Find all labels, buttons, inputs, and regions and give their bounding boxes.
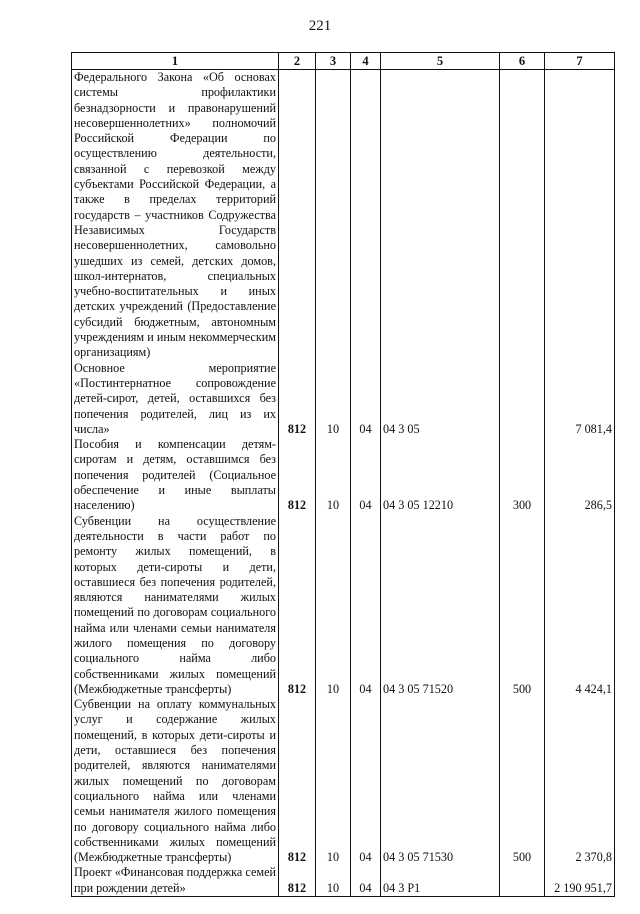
row-expense-type bbox=[500, 70, 545, 361]
row-subsection: 04 bbox=[351, 697, 381, 865]
row-ministry-code: 812 bbox=[279, 437, 316, 513]
row-target-article: 04 3 05 bbox=[381, 361, 500, 437]
col-header-5: 5 bbox=[381, 53, 500, 70]
row-section bbox=[316, 70, 351, 361]
row-expense-type: 500 bbox=[500, 697, 545, 865]
row-amount: 2 370,8 bbox=[545, 697, 615, 865]
row-expense-type: 500 bbox=[500, 514, 545, 698]
row-amount: 7 081,4 bbox=[545, 361, 615, 437]
col-header-1: 1 bbox=[72, 53, 279, 70]
row-target-article: 04 3 05 71520 bbox=[381, 514, 500, 698]
row-amount: 2 190 951,7 bbox=[545, 865, 615, 896]
row-description: Основное мероприятие «Постинтернатное сопровождение детей-сирот, детей, оставшихся без попечения родителей, лиц из их числа» bbox=[72, 361, 279, 437]
row-ministry-code: 812 bbox=[279, 865, 316, 896]
table-row bbox=[72, 361, 615, 437]
row-ministry-code: 812 bbox=[279, 514, 316, 698]
row-amount: 4 424,1 bbox=[545, 514, 615, 698]
row-ministry-code bbox=[279, 70, 316, 361]
row-ministry-code: 812 bbox=[279, 361, 316, 437]
row-subsection: 04 bbox=[351, 865, 381, 896]
row-description: Субвенции на оплату коммунальных услуг и содержание жилых помещений, в которых дети-сироты и дети, оставшиеся без попечения родителей, являются нанимателями жилых помещений по договорам социального найма или членами семьи нанимателя жилого помещения по договору социального найма либо собственниками жилых помещений (Межбюджетные трансферты) bbox=[72, 697, 279, 865]
row-target-article: 04 3 05 71530 bbox=[381, 697, 500, 865]
page-number: 221 bbox=[308, 18, 332, 34]
table-row bbox=[72, 697, 615, 865]
row-target-article: 04 3 P1 bbox=[381, 865, 500, 896]
row-subsection bbox=[351, 70, 381, 361]
budget-table bbox=[71, 52, 615, 897]
row-section: 10 bbox=[316, 361, 351, 437]
header-row bbox=[72, 53, 615, 70]
row-amount: 286,5 bbox=[545, 437, 615, 513]
col-header-4: 4 bbox=[351, 53, 381, 70]
row-subsection: 04 bbox=[351, 514, 381, 698]
row-section: 10 bbox=[316, 697, 351, 865]
table-row bbox=[72, 514, 615, 698]
table-row bbox=[72, 70, 615, 361]
row-description: Федерального Закона «Об основах системы профилактики безнадзорности и правонарушений несовершеннолетних» полномочий Российской Федерации по осуществлению деятельности, связанной с перевозкой между субъектами Российской Федерации, а также в пределах территорий государств – участников Содружества Независимых Государств несовершеннолетних, самовольно ушедших из семей, детских домов, школ-интернатов, специальных учебно-воспитательных и иных детских учреждений (Предоставление субсидий бюджетным, автономным учреждениям и иным некоммерческим организациям) bbox=[72, 70, 279, 361]
row-target-article bbox=[381, 70, 500, 361]
row-section: 10 bbox=[316, 514, 351, 698]
row-description: Субвенции на осуществление деятельности в части работ по ремонту жилых помещений, в которых дети-сироты и дети, оставшиеся без попечения родителей, являются нанимателями жилых помещений по договорам социального найма или членами семьи нанимателя жилого помещения по договору социального найма либо собственниками жилых помещений (Межбюджетные трансферты) bbox=[72, 514, 279, 698]
row-section: 10 bbox=[316, 865, 351, 896]
row-section: 10 bbox=[316, 437, 351, 513]
row-expense-type bbox=[500, 361, 545, 437]
table-row bbox=[72, 437, 615, 513]
col-header-6: 6 bbox=[500, 53, 545, 70]
row-subsection: 04 bbox=[351, 361, 381, 437]
row-target-article: 04 3 05 12210 bbox=[381, 437, 500, 513]
row-subsection: 04 bbox=[351, 437, 381, 513]
row-expense-type bbox=[500, 865, 545, 896]
col-header-3: 3 bbox=[316, 53, 351, 70]
col-header-7: 7 bbox=[545, 53, 615, 70]
row-amount bbox=[545, 70, 615, 361]
table-row bbox=[72, 865, 615, 896]
row-expense-type: 300 bbox=[500, 437, 545, 513]
col-header-2: 2 bbox=[279, 53, 316, 70]
row-description: Проект «Финансовая поддержка семей при рождении детей» bbox=[72, 865, 279, 896]
row-description: Пособия и компенсации детям-сиротам и детям, оставшимся без попечения родителей (Социальное обеспечение и иные выплаты населению) bbox=[72, 437, 279, 513]
row-ministry-code: 812 bbox=[279, 697, 316, 865]
